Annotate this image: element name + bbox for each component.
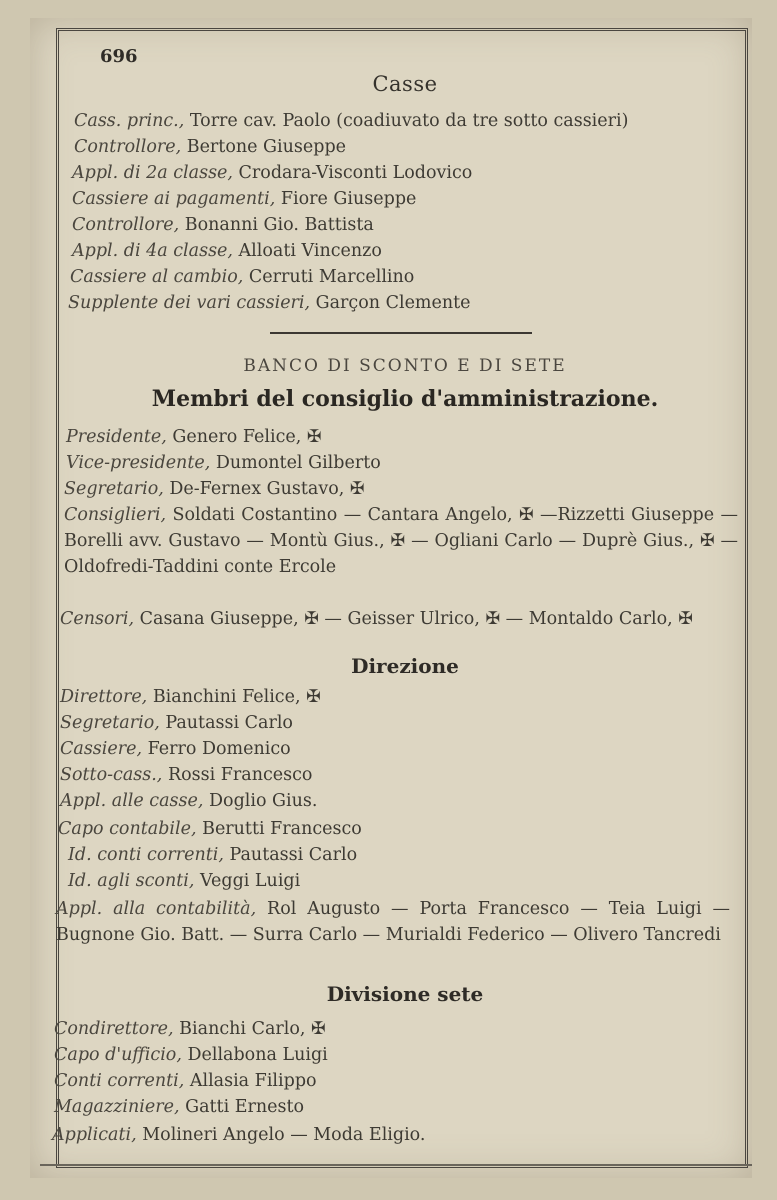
casse-entry: Controllore, Bertone Giuseppe <box>74 137 347 157</box>
bottom-border <box>40 1164 752 1166</box>
section-heading-banco: BANCO DI SCONTO E DI SETE <box>243 356 567 376</box>
banco-entry-segretario: Segretario, De-Fernex Gustavo, ✠ <box>64 479 365 499</box>
casse-entry: Cass. princ., Torre cav. Paolo (coadiuvato da tre sotto cassieri) <box>74 111 629 131</box>
divisione-entry: Conti correnti, Allasia Filippo <box>54 1071 317 1091</box>
banco-entry-consiglieri: Consiglieri, Soldati Costantino — Cantara Angelo, ✠ —Rizzetti Giuseppe — Borelli avv. Gustavo — Montù Gius., ✠ — Ogliani Carlo — Duprè Gius., ✠ — Oldofredi-Taddini conte Ercole <box>64 505 738 577</box>
casse-entry: Supplente dei vari cassieri, Garçon Clemente <box>68 293 471 313</box>
page-number: 696 <box>100 46 138 67</box>
section-heading-divisione: Divisione sete <box>326 982 484 1006</box>
casse-entry: Appl. di 4a classe, Alloati Vincenzo <box>72 241 382 261</box>
direzione-entry-applicati: Appl. alla contabilità, Rol Augusto — Porta Francesco — Teia Luigi — Bugnone Gio. Batt. — Surra Carlo — Murialdi Federico — Olivero Tancredi <box>56 899 730 945</box>
banco-entry-vice: Vice-presidente, Dumontel Gilberto <box>66 453 381 473</box>
divisione-entry: Capo d'ufficio, Dellabona Luigi <box>54 1045 328 1065</box>
direzione-entry: Capo contabile, Berutti Francesco <box>58 819 362 839</box>
divisione-entry: Applicati, Molineri Angelo — Moda Eligio. <box>52 1125 426 1145</box>
banco-entry-presidente: Presidente, Genero Felice, ✠ <box>66 427 322 447</box>
casse-entry: Appl. di 2a classe, Crodara-Visconti Lodovico <box>72 163 473 183</box>
direzione-entry: Cassiere, Ferro Domenico <box>60 739 291 759</box>
section-heading-casse: Casse <box>372 72 438 96</box>
direzione-entry: Id. conti correnti, Pautassi Carlo <box>68 845 358 865</box>
casse-entry: Cassiere ai pagamenti, Fiore Giuseppe <box>72 189 417 209</box>
divisione-entry: Condirettore, Bianchi Carlo, ✠ <box>54 1019 326 1039</box>
direzione-entry: Direttore, Bianchini Felice, ✠ <box>60 687 321 707</box>
section-heading-direzione: Direzione <box>351 654 459 678</box>
section-subheading-membri: Membri del consiglio d'amministrazione. <box>151 386 659 412</box>
direzione-entry: Id. agli sconti, Veggi Luigi <box>68 871 301 891</box>
section-divider <box>270 332 532 334</box>
casse-entry: Cassiere al cambio, Cerruti Marcellino <box>70 267 415 287</box>
divisione-entry: Magazziniere, Gatti Ernesto <box>54 1097 305 1117</box>
casse-entry: Controllore, Bonanni Gio. Battista <box>72 215 374 235</box>
direzione-entry: Segretario, Pautassi Carlo <box>60 713 293 733</box>
direzione-entry: Sotto-cass., Rossi Francesco <box>60 765 313 785</box>
direzione-entry: Appl. alle casse, Doglio Gius. <box>60 791 318 811</box>
banco-entry-censori: Censori, Casana Giuseppe, ✠ — Geisser Ulrico, ✠ — Montaldo Carlo, ✠ <box>60 609 693 629</box>
